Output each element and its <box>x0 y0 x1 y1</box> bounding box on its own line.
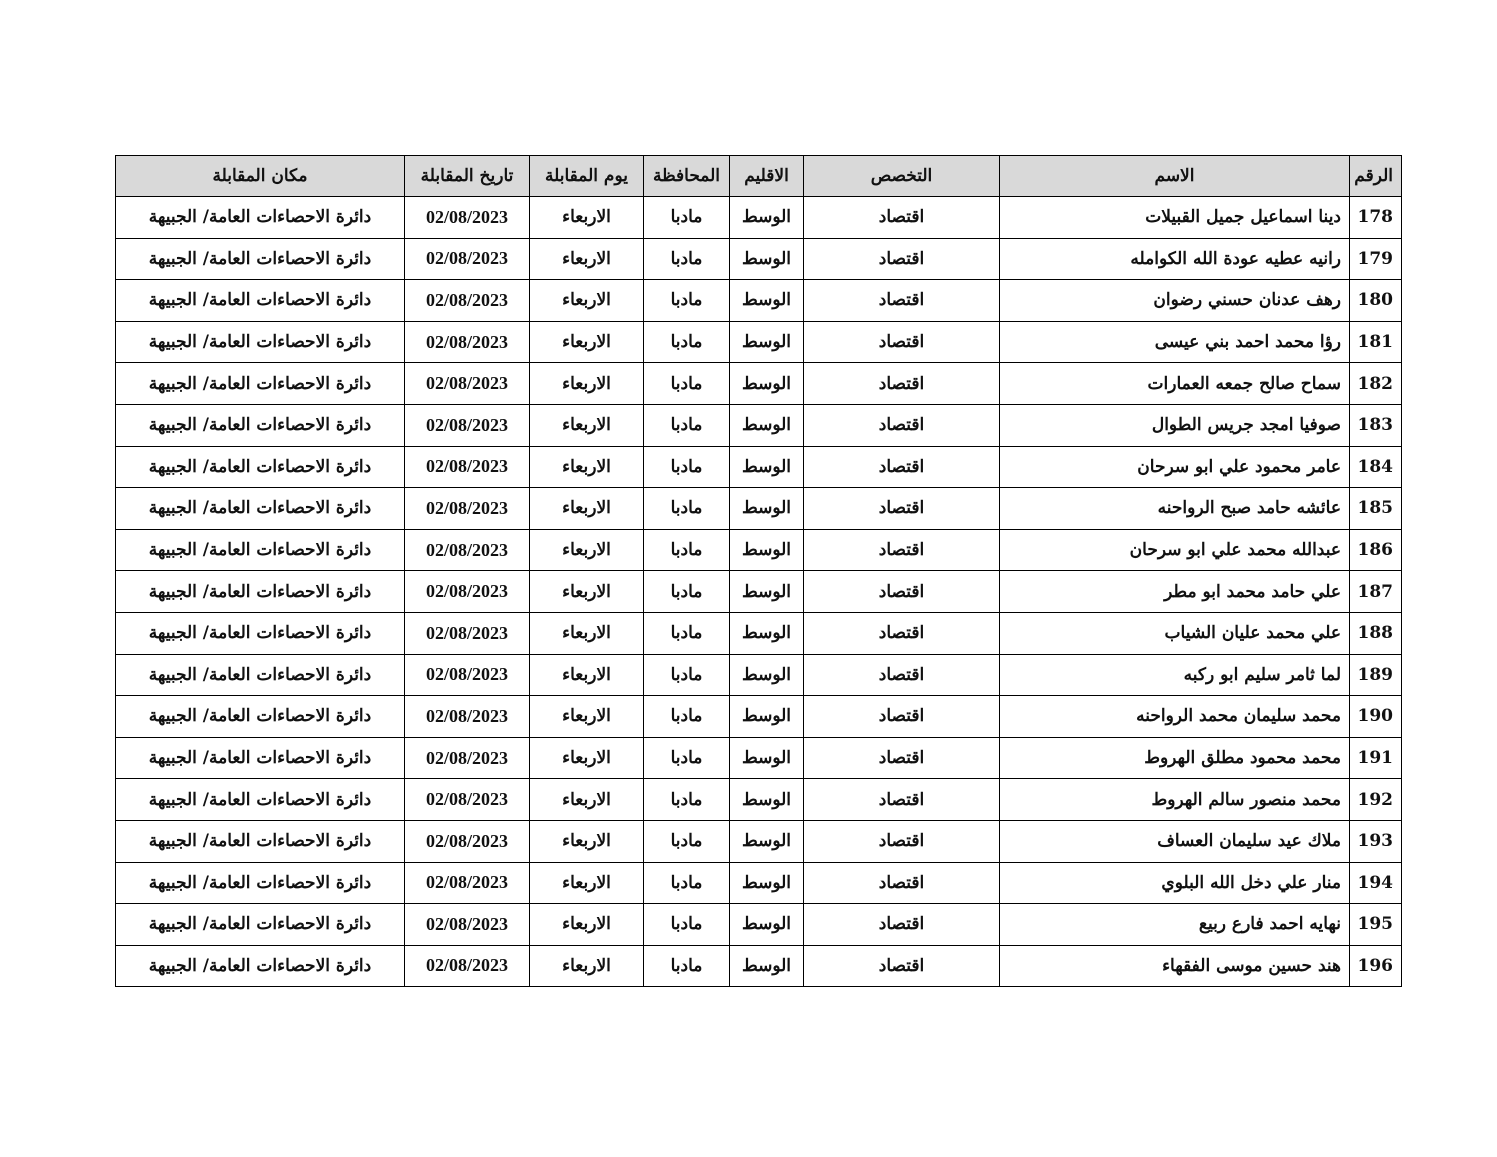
cell-num: 194 <box>1350 862 1402 904</box>
cell-region: الوسط <box>730 945 804 987</box>
table-row <box>116 904 1402 946</box>
cell-place: دائرة الاحصاءات العامة/ الجبيهة <box>116 363 405 405</box>
cell-major: اقتصاد <box>804 238 1000 280</box>
table-header-row <box>116 156 1402 197</box>
cell-major: اقتصاد <box>804 529 1000 571</box>
cell-governorate: مادبا <box>644 488 730 530</box>
table-row <box>116 737 1402 779</box>
cell-major: اقتصاد <box>804 488 1000 530</box>
cell-major: اقتصاد <box>804 363 1000 405</box>
cell-governorate: مادبا <box>644 737 730 779</box>
cell-date: 02/08/2023 <box>405 862 530 904</box>
interview-schedule-sheet <box>115 155 1401 987</box>
cell-date: 02/08/2023 <box>405 238 530 280</box>
cell-name: سماح صالح جمعه العمارات <box>1000 363 1350 405</box>
cell-name: عائشه حامد صبح الرواحنه <box>1000 488 1350 530</box>
cell-region: الوسط <box>730 404 804 446</box>
cell-region: الوسط <box>730 363 804 405</box>
cell-region: الوسط <box>730 321 804 363</box>
cell-num: 191 <box>1350 737 1402 779</box>
table-row <box>116 280 1402 322</box>
cell-governorate: مادبا <box>644 197 730 239</box>
cell-governorate: مادبا <box>644 862 730 904</box>
cell-place: دائرة الاحصاءات العامة/ الجبيهة <box>116 737 405 779</box>
cell-name: محمد سليمان محمد الرواحنه <box>1000 696 1350 738</box>
cell-place: دائرة الاحصاءات العامة/ الجبيهة <box>116 654 405 696</box>
cell-date: 02/08/2023 <box>405 529 530 571</box>
cell-day: الاربعاء <box>530 612 644 654</box>
cell-region: الوسط <box>730 197 804 239</box>
cell-name: لما ثامر سليم ابو ركبه <box>1000 654 1350 696</box>
cell-num: 189 <box>1350 654 1402 696</box>
cell-num: 179 <box>1350 238 1402 280</box>
cell-place: دائرة الاحصاءات العامة/ الجبيهة <box>116 820 405 862</box>
cell-name: علي حامد محمد ابو مطر <box>1000 571 1350 613</box>
cell-place: دائرة الاحصاءات العامة/ الجبيهة <box>116 446 405 488</box>
cell-name: عامر محمود علي ابو سرحان <box>1000 446 1350 488</box>
table-body <box>116 197 1402 987</box>
cell-place: دائرة الاحصاءات العامة/ الجبيهة <box>116 238 405 280</box>
cell-num: 180 <box>1350 280 1402 322</box>
cell-governorate: مادبا <box>644 904 730 946</box>
cell-name: محمد محمود مطلق الهروط <box>1000 737 1350 779</box>
cell-region: الوسط <box>730 696 804 738</box>
table-row <box>116 404 1402 446</box>
cell-place: دائرة الاحصاءات العامة/ الجبيهة <box>116 779 405 821</box>
cell-region: الوسط <box>730 280 804 322</box>
cell-day: الاربعاء <box>530 363 644 405</box>
cell-governorate: مادبا <box>644 696 730 738</box>
cell-day: الاربعاء <box>530 654 644 696</box>
cell-major: اقتصاد <box>804 945 1000 987</box>
header-place: مكان المقابلة <box>116 156 405 197</box>
header-num: الرقم <box>1350 156 1402 197</box>
cell-governorate: مادبا <box>644 779 730 821</box>
cell-region: الوسط <box>730 571 804 613</box>
cell-major: اقتصاد <box>804 696 1000 738</box>
interview-table <box>115 155 1402 987</box>
cell-region: الوسط <box>730 904 804 946</box>
table-row <box>116 945 1402 987</box>
cell-name: منار علي دخل الله البلوي <box>1000 862 1350 904</box>
cell-date: 02/08/2023 <box>405 654 530 696</box>
table-row <box>116 363 1402 405</box>
cell-major: اقتصاد <box>804 197 1000 239</box>
cell-num: 178 <box>1350 197 1402 239</box>
cell-name: رؤا محمد احمد بني عيسى <box>1000 321 1350 363</box>
cell-region: الوسط <box>730 529 804 571</box>
cell-date: 02/08/2023 <box>405 488 530 530</box>
cell-major: اقتصاد <box>804 321 1000 363</box>
cell-place: دائرة الاحصاءات العامة/ الجبيهة <box>116 862 405 904</box>
cell-day: الاربعاء <box>530 737 644 779</box>
cell-region: الوسط <box>730 820 804 862</box>
cell-name: صوفيا امجد جريس الطوال <box>1000 404 1350 446</box>
cell-num: 193 <box>1350 820 1402 862</box>
cell-date: 02/08/2023 <box>405 321 530 363</box>
cell-name: رهف عدنان حسني رضوان <box>1000 280 1350 322</box>
table-row <box>116 654 1402 696</box>
header-governorate: المحافظة <box>644 156 730 197</box>
cell-place: دائرة الاحصاءات العامة/ الجبيهة <box>116 529 405 571</box>
cell-region: الوسط <box>730 737 804 779</box>
cell-num: 190 <box>1350 696 1402 738</box>
cell-major: اقتصاد <box>804 904 1000 946</box>
cell-date: 02/08/2023 <box>405 404 530 446</box>
cell-name: دينا اسماعيل جميل القبيلات <box>1000 197 1350 239</box>
table-row <box>116 321 1402 363</box>
cell-date: 02/08/2023 <box>405 363 530 405</box>
cell-name: هند حسين موسى الفقهاء <box>1000 945 1350 987</box>
cell-date: 02/08/2023 <box>405 779 530 821</box>
cell-major: اقتصاد <box>804 446 1000 488</box>
cell-region: الوسط <box>730 779 804 821</box>
cell-governorate: مادبا <box>644 654 730 696</box>
cell-day: الاربعاء <box>530 404 644 446</box>
table-row <box>116 197 1402 239</box>
cell-governorate: مادبا <box>644 321 730 363</box>
cell-region: الوسط <box>730 238 804 280</box>
cell-governorate: مادبا <box>644 820 730 862</box>
cell-governorate: مادبا <box>644 238 730 280</box>
cell-day: الاربعاء <box>530 280 644 322</box>
cell-major: اقتصاد <box>804 779 1000 821</box>
cell-date: 02/08/2023 <box>405 280 530 322</box>
cell-day: الاربعاء <box>530 197 644 239</box>
cell-place: دائرة الاحصاءات العامة/ الجبيهة <box>116 197 405 239</box>
cell-name: رانيه عطيه عودة الله الكوامله <box>1000 238 1350 280</box>
cell-num: 196 <box>1350 945 1402 987</box>
cell-governorate: مادبا <box>644 529 730 571</box>
cell-date: 02/08/2023 <box>405 945 530 987</box>
cell-place: دائرة الاحصاءات العامة/ الجبيهة <box>116 404 405 446</box>
cell-date: 02/08/2023 <box>405 737 530 779</box>
cell-major: اقتصاد <box>804 820 1000 862</box>
cell-date: 02/08/2023 <box>405 904 530 946</box>
table-row <box>116 612 1402 654</box>
cell-name: علي محمد عليان الشياب <box>1000 612 1350 654</box>
cell-place: دائرة الاحصاءات العامة/ الجبيهة <box>116 904 405 946</box>
cell-place: دائرة الاحصاءات العامة/ الجبيهة <box>116 280 405 322</box>
table-row <box>116 446 1402 488</box>
cell-num: 192 <box>1350 779 1402 821</box>
cell-region: الوسط <box>730 446 804 488</box>
header-date: تاريخ المقابلة <box>405 156 530 197</box>
cell-num: 181 <box>1350 321 1402 363</box>
cell-major: اقتصاد <box>804 612 1000 654</box>
cell-place: دائرة الاحصاءات العامة/ الجبيهة <box>116 696 405 738</box>
cell-num: 186 <box>1350 529 1402 571</box>
cell-num: 183 <box>1350 404 1402 446</box>
cell-day: الاربعاء <box>530 488 644 530</box>
cell-day: الاربعاء <box>530 904 644 946</box>
cell-day: الاربعاء <box>530 779 644 821</box>
table-row <box>116 238 1402 280</box>
table-row <box>116 696 1402 738</box>
cell-name: محمد منصور سالم الهروط <box>1000 779 1350 821</box>
cell-place: دائرة الاحصاءات العامة/ الجبيهة <box>116 945 405 987</box>
cell-major: اقتصاد <box>804 654 1000 696</box>
cell-day: الاربعاء <box>530 945 644 987</box>
cell-name: ملاك عيد سليمان العساف <box>1000 820 1350 862</box>
cell-major: اقتصاد <box>804 862 1000 904</box>
cell-date: 02/08/2023 <box>405 197 530 239</box>
table-row <box>116 779 1402 821</box>
cell-region: الوسط <box>730 612 804 654</box>
cell-day: الاربعاء <box>530 321 644 363</box>
cell-major: اقتصاد <box>804 571 1000 613</box>
cell-place: دائرة الاحصاءات العامة/ الجبيهة <box>116 612 405 654</box>
table-row <box>116 862 1402 904</box>
header-major: التخصص <box>804 156 1000 197</box>
cell-day: الاربعاء <box>530 529 644 571</box>
cell-num: 184 <box>1350 446 1402 488</box>
cell-governorate: مادبا <box>644 571 730 613</box>
header-region: الاقليم <box>730 156 804 197</box>
cell-day: الاربعاء <box>530 862 644 904</box>
cell-num: 187 <box>1350 571 1402 613</box>
cell-day: الاربعاء <box>530 820 644 862</box>
cell-day: الاربعاء <box>530 571 644 613</box>
table-row <box>116 571 1402 613</box>
cell-governorate: مادبا <box>644 612 730 654</box>
cell-day: الاربعاء <box>530 446 644 488</box>
cell-date: 02/08/2023 <box>405 696 530 738</box>
cell-date: 02/08/2023 <box>405 571 530 613</box>
cell-day: الاربعاء <box>530 696 644 738</box>
cell-place: دائرة الاحصاءات العامة/ الجبيهة <box>116 571 405 613</box>
table-row <box>116 820 1402 862</box>
cell-major: اقتصاد <box>804 737 1000 779</box>
cell-num: 188 <box>1350 612 1402 654</box>
cell-num: 195 <box>1350 904 1402 946</box>
cell-date: 02/08/2023 <box>405 612 530 654</box>
cell-governorate: مادبا <box>644 446 730 488</box>
cell-major: اقتصاد <box>804 280 1000 322</box>
cell-major: اقتصاد <box>804 404 1000 446</box>
header-name: الاسم <box>1000 156 1350 197</box>
cell-region: الوسط <box>730 862 804 904</box>
cell-region: الوسط <box>730 488 804 530</box>
cell-place: دائرة الاحصاءات العامة/ الجبيهة <box>116 321 405 363</box>
cell-region: الوسط <box>730 654 804 696</box>
cell-governorate: مادبا <box>644 404 730 446</box>
cell-day: الاربعاء <box>530 238 644 280</box>
cell-date: 02/08/2023 <box>405 820 530 862</box>
cell-governorate: مادبا <box>644 280 730 322</box>
cell-num: 185 <box>1350 488 1402 530</box>
header-day: يوم المقابلة <box>530 156 644 197</box>
cell-governorate: مادبا <box>644 945 730 987</box>
table-row <box>116 488 1402 530</box>
cell-governorate: مادبا <box>644 363 730 405</box>
cell-date: 02/08/2023 <box>405 446 530 488</box>
cell-num: 182 <box>1350 363 1402 405</box>
cell-name: نهايه احمد فارع ربيع <box>1000 904 1350 946</box>
cell-place: دائرة الاحصاءات العامة/ الجبيهة <box>116 488 405 530</box>
table-row <box>116 529 1402 571</box>
cell-name: عبدالله محمد علي ابو سرحان <box>1000 529 1350 571</box>
